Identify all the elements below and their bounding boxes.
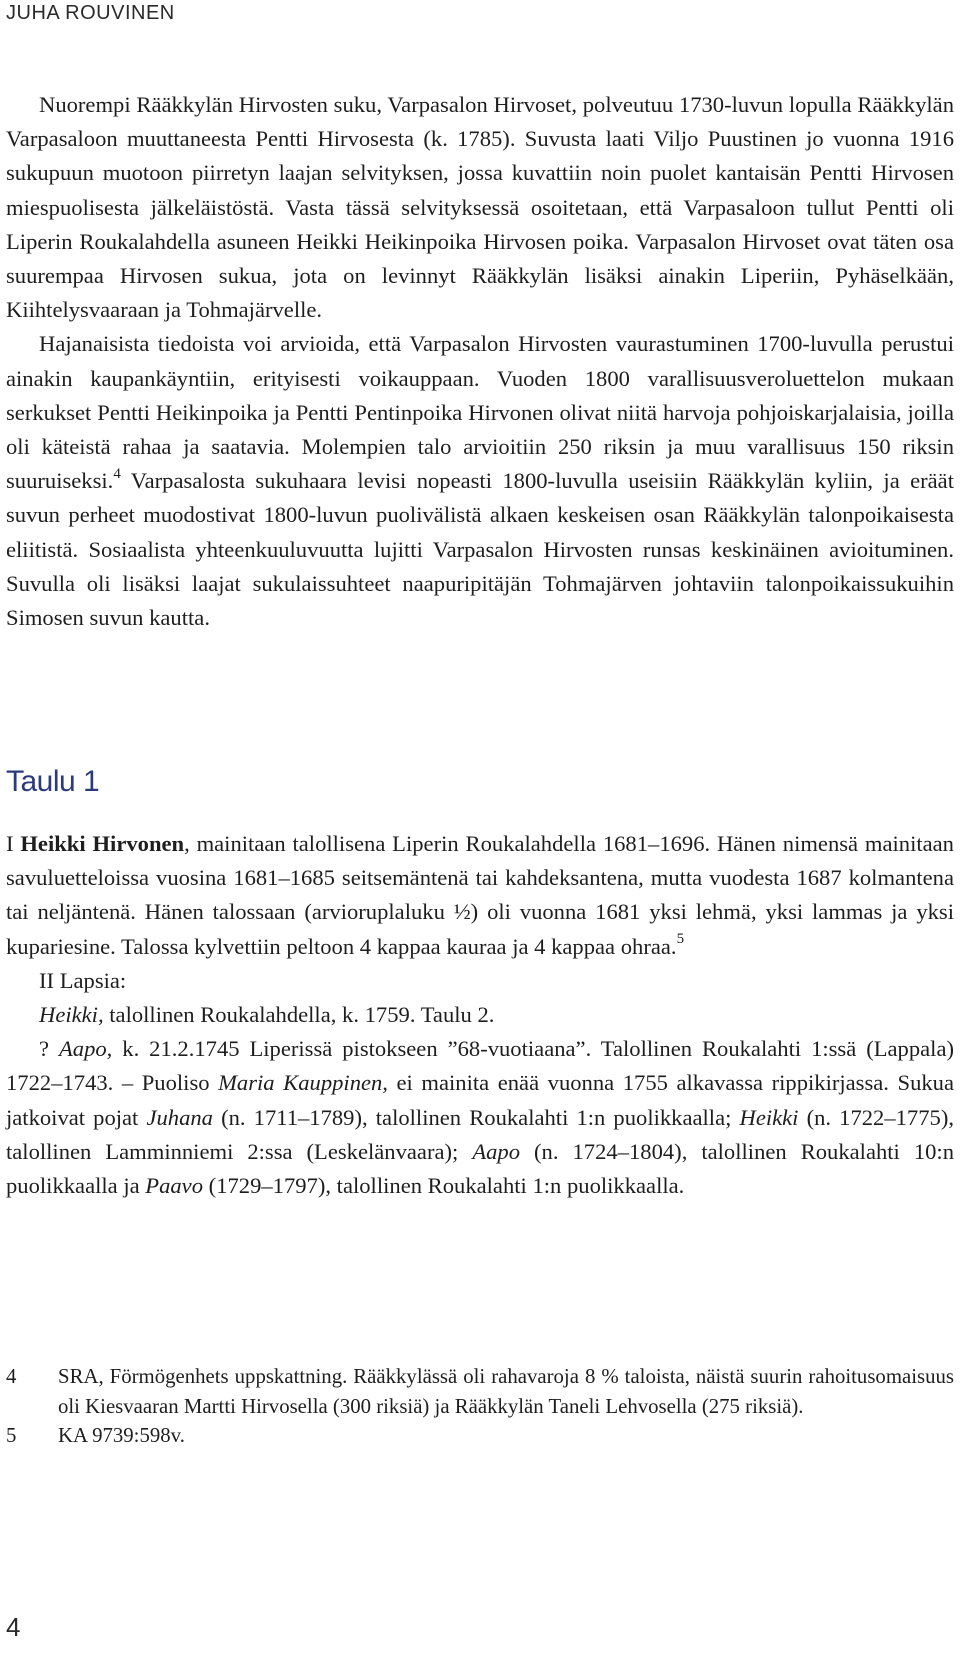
child-description: (n. 1722–1775), talollinen Lamminniemi 2:ssa (Leskelänvaara);: [6, 1104, 954, 1164]
paragraph-wealth-part2: Varpasalosta sukuhaara levisi nopeasti 1800-luvulla useisiin Rääkkylän kyliin, ja eräät suvun perheet muodostivat 1800-luvun puolivälistä alkaen keskeisen osan Rääkkylän talonpoikaisesta eliitistä. Sosiaalista yhteenkuuluvuutta lujitti Varpasalon Hirvosten runsas keskinäinen avioituminen. Suvulla oli lisäksi laajat sukulaissuhteet naapuripitäjän Tohmajärven johtaviin talonpoikaissukuihin Simosen suvun kautta.: [6, 468, 954, 631]
child-description: (n. 1711–1789), talollinen Roukalahti 1:n puolikkaalla;: [212, 1104, 740, 1130]
page-number: 4: [6, 1612, 21, 1642]
child-description: (1729–1797), talollinen Roukalahti 1:n puolikkaalla.: [203, 1173, 685, 1199]
footnote-4: [6, 1362, 954, 1421]
genealogy-entry-heikki: [6, 827, 954, 964]
child-name: Aapo,: [58, 1036, 113, 1062]
children-label: II Lapsia:: [39, 967, 127, 993]
child-description: k. 21.2.1745 Liperissä pistokseen ”68-vuotiaana”. Talollinen Roukalahti 1:ssä (Lappala) 1722–1743. – Puoliso: [6, 1036, 955, 1096]
footnote-ref-5[interactable]: 5: [676, 931, 685, 948]
footnote-5: [6, 1421, 954, 1451]
genealogy-table-1: [6, 827, 954, 1203]
footnote-text: KA 9739:598v.: [58, 1424, 185, 1447]
running-head: JUHA ROUVINEN: [6, 2, 175, 24]
footnotes: [6, 1362, 954, 1451]
paragraph-wealth: [6, 327, 954, 635]
spouse-name: Maria Kauppinen,: [218, 1070, 388, 1096]
child-description: ei mainita enää vuonna 1755 alkavassa rippikirjassa. Sukua jatkoivat pojat: [6, 1070, 954, 1130]
son-name: Heikki: [739, 1104, 799, 1130]
person-name: Heikki Hirvonen: [20, 831, 185, 856]
son-name: Juhana: [146, 1104, 213, 1130]
son-name: Paavo: [145, 1173, 204, 1199]
uncertain-marker: ?: [39, 1036, 59, 1062]
paragraph-varpasalo-origin: Nuorempi Rääkkylän Hirvosten suku, Varpasalon Hirvoset, polveutuu 1730-luvun lopulla Rääkkylän Varpasaloon muuttaneesta Pentti Hirvosesta (k. 1785). Suvusta laati Viljo Puustinen jo vuonna 1916 sukupuun muotoon piirretyn laajan selvityksen, jossa kuvattiin noin puolet kantaisän Pentti Hirvosen miespuolisesta jälkeläistöstä. Vasta tässä selvityksessä osoitetaan, että Varpasaloon tullut Pentti oli Liperin Roukalahdella asuneen Heikki Heikinpoika Hirvosen poika. Varpasalon Hirvoset ovat täten osa suurempaa Hirvosen sukua, jota on levinnyt Rääkkylän lisäksi ainakin Liperiin, Pyhäselkään, Kiihtelysvaaraan ja Tohmajärvelle.: [6, 92, 954, 323]
child-description: talollinen Roukalahdella, k. 1759. Taulu 2.: [103, 1002, 495, 1028]
son-name: Aapo: [472, 1138, 521, 1164]
child-entry-heikki: [6, 998, 954, 1032]
footnote-text: SRA, Förmögenhets uppskattning. Rääkkylässä oli rahavaroja 8 % taloista, näistä suurin rahoitusomaisuus oli Kiesvaaran Martti Hirvosella (300 riksiä) ja Rääkkylän Taneli Lehvosella (275 riksiä).: [58, 1365, 954, 1418]
child-entry-aapo: [6, 1032, 954, 1203]
child-description: (n. 1724–1804), talollinen Roukalahti 10:n puolikkaalla ja: [6, 1138, 955, 1199]
entry-description: , mainitaan talollisena Liperin Roukalahdella 1681–1696. Hänen nimensä mainitaan savuluetteloissa vuosina 1681–1685 seitsemäntenä tai kahdeksantena, mutta vuodesta 1687 kolmantena tai neljäntenä. Hänen talossaan (arvioruplaluku ½) oli vuonna 1681 yksi lehmä, yksi lammas ja yksi kupariesine. Talossa kylvettiin peltoon 4 kappaa kauraa ja 4 kappaa ohraa.: [6, 831, 954, 959]
footnote-number: 4: [6, 1365, 17, 1388]
footnote-ref-4[interactable]: 4: [113, 465, 121, 482]
generation-number: I: [6, 831, 21, 856]
child-name: Heikki,: [39, 1002, 104, 1028]
table-heading: Taulu 1: [6, 765, 100, 798]
body-section-intro: [6, 88, 954, 635]
paragraph-wealth-part1: Hajanaisista tiedoista voi arvioida, että Varpasalon Hirvosten vaurastuminen 1700-luvulla perustui ainakin kaupankäyntiin, erityisesti voikauppaan. Vuoden 1800 varallisuusveroluettelon mukaan serkukset Pentti Heikinpoika ja Pentti Pentinpoika Hirvonen olivat niitä harvoja pohjoiskarjalaisia, joilla oli käteistä rahaa ja saatavia. Molempien talo arvioitiin 250 riksin ja muu varallisuus 150 riksin suuruiseksi.: [6, 331, 954, 494]
footnote-number: 5: [6, 1424, 17, 1447]
